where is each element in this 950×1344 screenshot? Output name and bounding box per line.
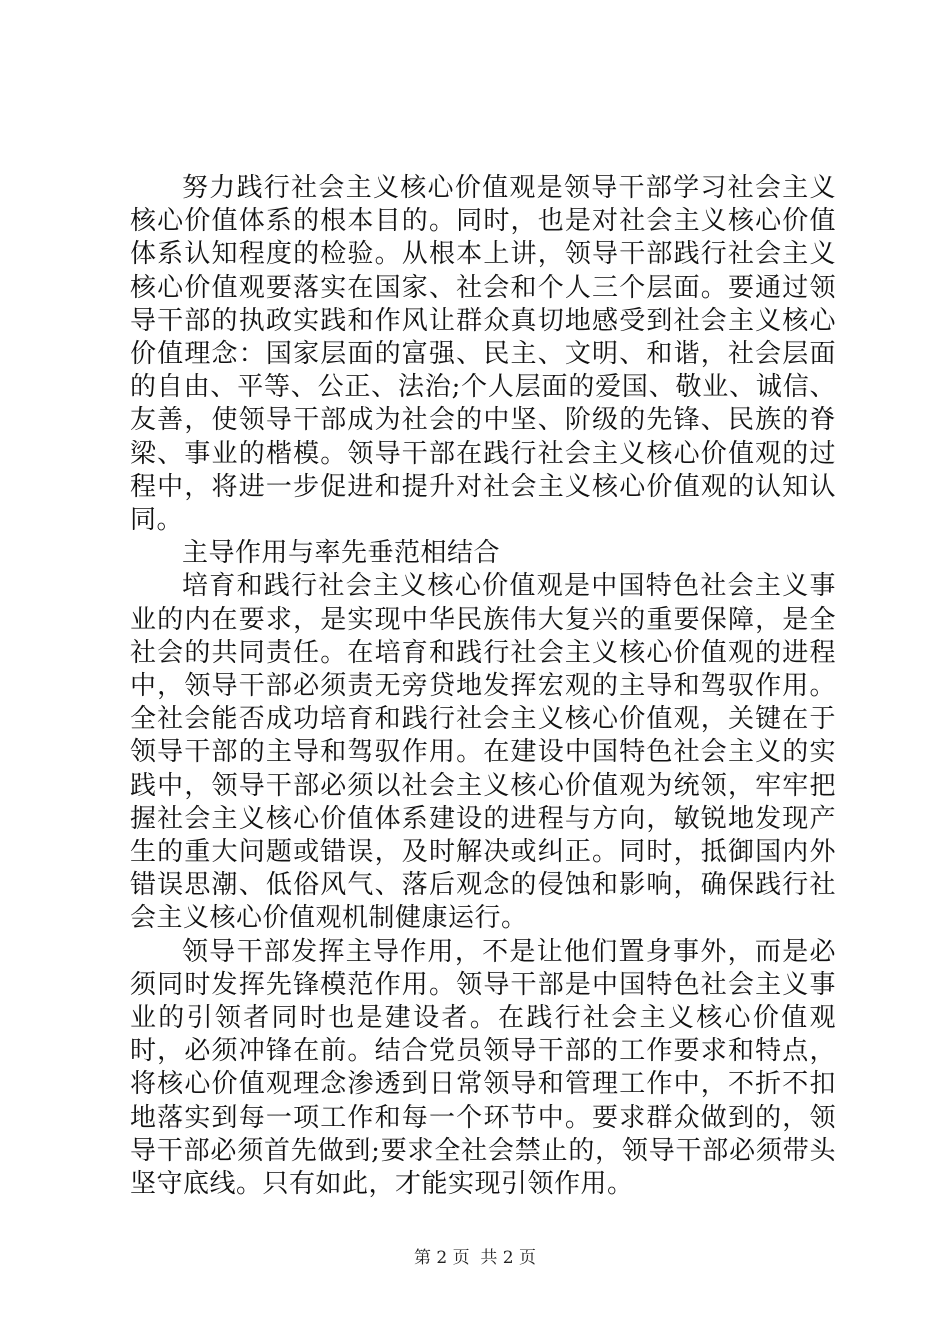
paragraph-cultivate-values: 培育和践行社会主义核心价值观是中国特色社会主义事业的内在要求，是实现中华民族伟大复兴的重要保障，是全社会的共同责任。在培育和践行社会主义核心价值观的进程中，领导干部必须责无旁贷地发挥宏观的主导和驾驭作用。全社会能否成功培育和践行社会主义核心价值观，关键在于领导干部的主导和驾驭作用。在建设中国特色社会主义的实践中，领导干部必须以社会主义核心价值观为统领，牢牢把握社会主义核心价值体系建设的进程与方向，敏锐地发现产生的重大问题或错误，及时解决或纠正。同时，抵御国内外错误思潮、低俗风气、落后观念的侵蚀和影响，确保践行社会主义核心价值观机制健康运行。 [130, 571, 836, 934]
page-number-footer: 第 2 页 共 2 页 [413, 1248, 537, 1268]
paragraph-practice-values: 努力践行社会主义核心价值观是领导干部学习社会主义核心价值体系的根本目的。同时，也是对社会主义核心价值体系认知程度的检验。从根本上讲，领导干部践行社会主义核心价值观要落实在国家、社会和个人三个层面。要通过领导干部的执政实践和作风让群众真切地感受到社会主义核心价值理念：国家层面的富强、民主、文明、和谐，社会层面的自由、平等、公正、法治;个人层面的爱国、敬业、诚信、友善，使领导干部成为社会的中坚、阶级的先锋、民族的脊梁、事业的楷模。领导干部在践行社会主义核心价值观的过程中，将进一步促进和提升对社会主义核心价值观的认知认同。 [130, 173, 836, 536]
paragraph-leading-role: 领导干部发挥主导作用，不是让他们置身事外，而是必须同时发挥先锋模范作用。领导干部是中国特色社会主义事业的引领者同时也是建设者。在践行社会主义核心价值观时，必须冲锋在前。结合党员领导干部的工作要求和特点，将核心价值观理念渗透到日常领导和管理工作中，不折不扣地落实到每一项工作和每一个环节中。要求群众做到的，领导干部必须首先做到;要求全社会禁止的，领导干部必须带头坚守底线。只有如此，才能实现引领作用。 [130, 936, 836, 1200]
section-heading: 主导作用与率先垂范相结合 [182, 538, 501, 569]
document-body [130, 172, 836, 1201]
